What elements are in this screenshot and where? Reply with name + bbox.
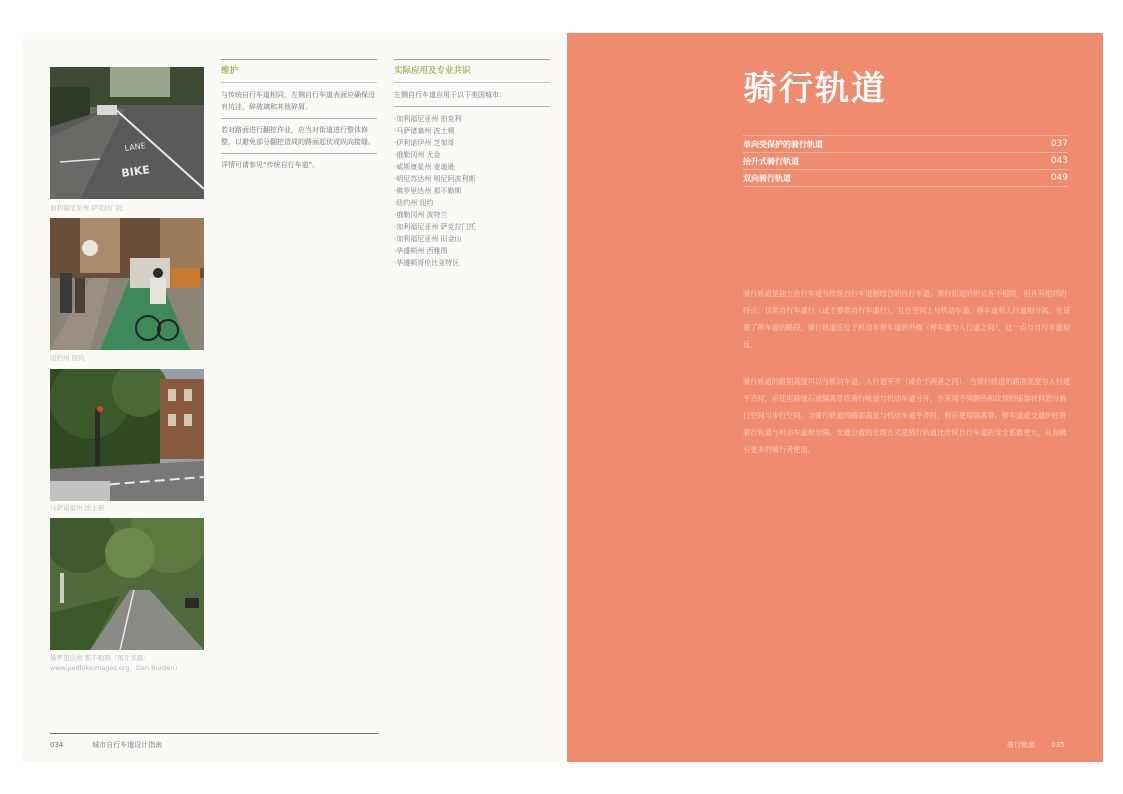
city-list-item: ·纽约州 纽约 [394, 199, 434, 207]
applications-section [394, 59, 550, 269]
photo-caption-1: 加利福尼亚州 萨克拉门托 [50, 204, 124, 212]
photo-caption-2: 纽约州 纽约 [50, 354, 85, 362]
road-marking-bike: BIKE [120, 163, 151, 180]
photo-road-naples [50, 518, 204, 650]
book-title: 城市自行车道设计指南 [92, 741, 163, 749]
applications-heading: 实际应用及专业共识 [394, 59, 550, 83]
city-list-item: ·明尼苏达州 明尼阿波利斯 [394, 175, 476, 183]
left-page-number: 034 [50, 741, 64, 749]
city-list-item: ·华盛顿州 西雅图 [394, 247, 448, 255]
maintenance-section [221, 59, 377, 181]
city-list-item: ·加利福尼亚州 旧金山 [394, 235, 462, 243]
city-list-item: ·马萨诸塞州 波士顿 [394, 127, 455, 135]
right-page-number: 035 [1051, 741, 1065, 749]
toc-item-label: 抬升式骑行轨道 [743, 156, 799, 166]
road-marking-lane: LANE [124, 141, 147, 153]
intro-paragraph-1: 骑行轨道是独立自行车道与传统自行车道相结合的自行车道。骑行轨道的形式各不相同，但具有相同的特点：仅供自行车通行（或主要供自行车通行），且在空间上与机动车道、停车道和人行道相分离。在设置了停车道的路段，骑行轨道应位于机动车停车道的外侧（停车道与人行道之间），这一点与自行车道相反。 [743, 289, 1071, 349]
city-list-item: ·华盛顿哥伦比亚特区 [394, 259, 460, 267]
right-page-footer [1007, 740, 1065, 750]
applications-intro: 左侧自行车道应用于以下美国城市： [394, 89, 550, 107]
city-list-item: ·威斯康星州 麦迪逊 [394, 163, 455, 171]
right-page [567, 33, 1103, 762]
maintenance-paragraph-2: 若对路面进行翻挖作业，应当对街道进行整体修整，以避免部分翻挖造成的路面起伏或纵向接缝。 [221, 124, 377, 154]
toc-item-page: 037 [1050, 139, 1068, 149]
photo-caption-3: 马萨诸塞州 波士顿 [50, 504, 105, 512]
chapter-title: 骑行轨道 [743, 69, 887, 109]
toc-item[interactable] [743, 169, 1068, 187]
city-list-item: ·佛罗里达州 那不勒斯 [394, 187, 462, 195]
city-list-item: ·俄勒冈州 尤金 [394, 151, 441, 159]
photo-street-boston [50, 369, 204, 501]
table-of-contents [743, 135, 1068, 187]
photo-green-lane-newyork [50, 218, 204, 350]
toc-item-label: 双向骑行轨道 [743, 173, 791, 183]
toc-item[interactable] [743, 152, 1068, 169]
intro-paragraph-2: 骑行轨道的路面高度可以与机动车道、人行道平齐（或介于两者之间）。当骑行轨道的路面高度与人行道平齐时，应使用路缘石或隔离带将骑行轨道与机动车道分开，并采用不同颜色和纹理的铺装材料划分骑行空间与步行空间。当骑行轨道的路面高度与机动车道平齐时，则应使用隔离带、停车道或交通护柱将骑行轨道与机动车道相分隔。交通分流的处理方式使骑行轨道比传统自行车道的安全系数更大，从而吸引更多的骑行者使用。 [743, 377, 1071, 454]
toc-item-label: 单向受保护的骑行轨道 [743, 139, 823, 149]
section-name: 骑行轨道 [1007, 741, 1035, 749]
toc-item-page: 043 [1050, 156, 1068, 166]
city-list-item: ·加利福尼亚州 伯克利 [394, 115, 462, 123]
photo-caption-4: 佛罗里达州 那不勒斯（图片来源：www.pedbikeimages.org，Dan Burden） [50, 654, 182, 672]
maintenance-heading: 维护 [221, 59, 377, 83]
city-list-item: ·俄勒冈州 波特兰 [394, 211, 448, 219]
toc-item[interactable] [743, 135, 1068, 152]
left-page-footer [50, 733, 378, 750]
city-list-item: ·伊利诺伊州 芝加哥 [394, 139, 455, 147]
maintenance-paragraph-1: 与传统自行车道相同，左侧自行车道表面应确保没有坑洼、碎玻璃和其他碎屑。 [221, 89, 377, 119]
left-page [23, 33, 562, 762]
photo-bike-lane-sacramento [50, 67, 204, 199]
toc-item-page: 049 [1050, 173, 1068, 183]
maintenance-paragraph-3: 详情可请参见“传统自行车道”。 [221, 161, 320, 169]
city-list-item: ·加利福尼亚州 萨克拉门托 [394, 223, 476, 231]
